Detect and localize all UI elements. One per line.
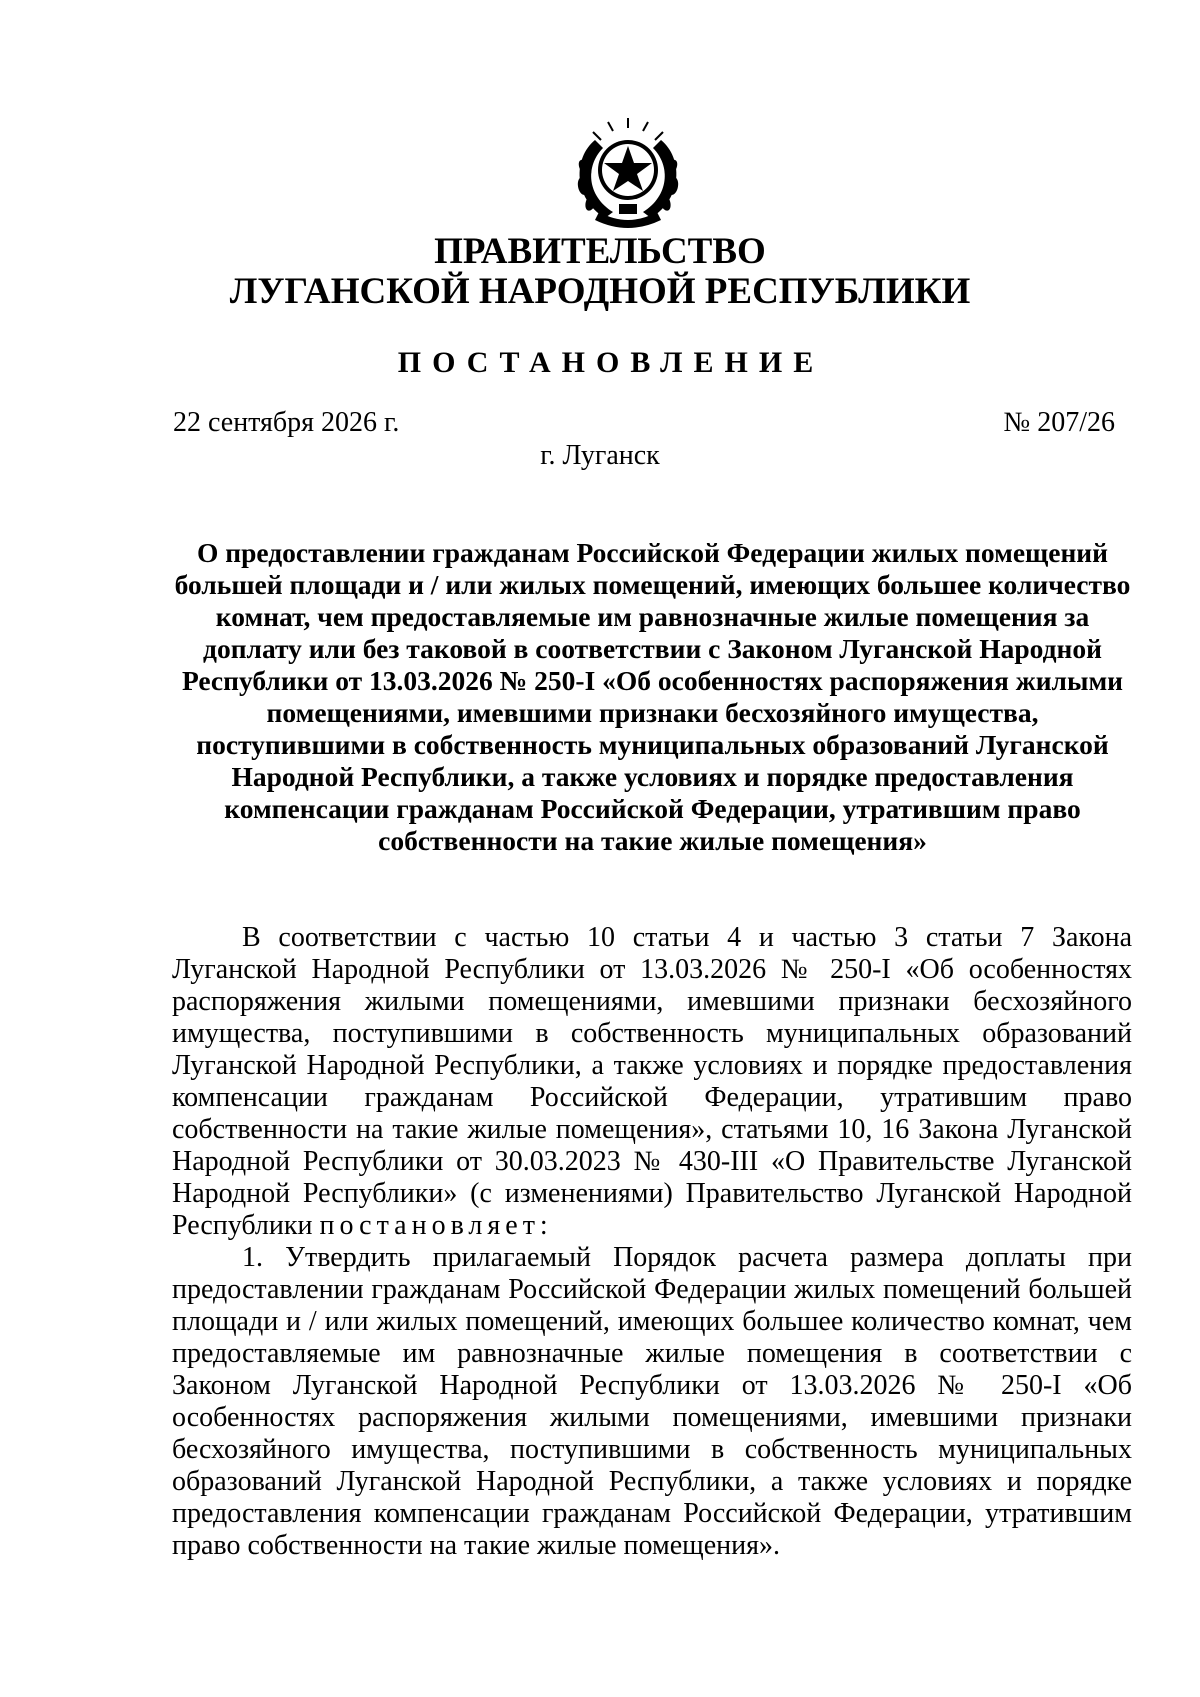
document-number: № 207/26 [1003,407,1115,438]
document-body [172,922,1132,1562]
document-type: ПОСТАНОВЛЕНИЕ [397,346,825,379]
document-city: г. Луганск [540,440,660,471]
document-title: О предоставлении гражданам Российской Федерации жилых помещений большей площади и / или жилых помещений, имеющих большее количество комнат, чем предоставляемые им равнозначные жилые помещения за доплату или без таковой в соответствии с Законом Луганской Народной Республики от 13.03.2026 № 250-I «Об особенностях распоряжения жилыми помещениями, имевшими признаки бесхозяйного имущества, поступившими в собственность муниципальных образований Луганской Народной Республики, а также условиях и порядке предоставления компенсации гражданам Российской Федерации, утратившим право собственности на такие жилые помещения» [174,537,1131,856]
organization-name-line1: ПРАВИТЕЛЬСТВО [434,231,766,272]
organization-name-line2: ЛУГАНСКОЙ НАРОДНОЙ РЕСПУБЛИКИ [229,271,971,312]
document-date: 22 сентября 2026 г. [173,407,400,438]
item-1-paragraph: 1. Утвердить прилагаемый Порядок расчета размера доплаты при предоставлении гражданам Российской Федерации жилых помещений большей площади и / или жилых помещений, имеющих большее количество комнат, чем предоставляемые им равнозначные жилые помещения в соответствии с Законом Луганской Народной Республики от 13.03.2026 № 250-I «Об особенностях распоряжения жилыми помещениями, имевшими признаки бесхозяйного имущества, поступившими в собственность муниципальных образований Луганской Народной Республики, а также условиях и порядке предоставления компенсации гражданам Российской Федерации, утратившим право собственности на такие жилые помещения». [172,1242,1132,1561]
preamble-paragraph [172,922,1132,1242]
preamble-text: В соответствии с частью 10 статьи 4 и частью 3 статьи 7 Закона Луганской Народной Республики от 13.03.2026 № 250-I «Об особенностях распоряжения жилыми помещениями, имевшими признаки бесхозяйного имущества, поступившими в собственность муниципальных образований Луганской Народной Республики, а также условиях и порядке предоставления компенсации гражданам Российской Федерации, утратившим право собственности на такие жилые помещения», статьями 10, 16 Закона Луганской Народной Республики от 30.03.2023 № 430-III «О Правительстве Луганской Народной Республики» (с изменениями) Правительство Луганской Народной Республики [172,922,1132,1241]
resolves-text: постановляет: [319,1210,553,1241]
coat-of-arms-emblem [565,118,691,230]
